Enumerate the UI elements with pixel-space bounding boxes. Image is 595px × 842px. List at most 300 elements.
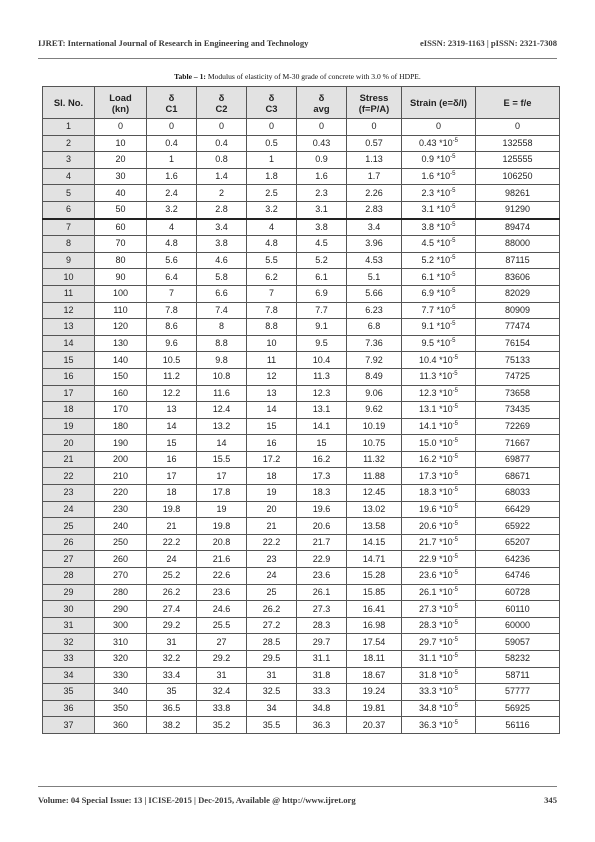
cell-delta-avg: 9.5 [297,335,347,352]
table-row [43,501,560,518]
cell-load: 120 [95,319,147,336]
cell-delta-c3: 31 [247,667,297,684]
cell-delta-c3: 18 [247,468,297,485]
header-delta-c2-line: δ [218,91,225,103]
header-stress-line: Stress [359,91,389,103]
cell-delta-c1: 15 [147,435,197,452]
cell-delta-c3: 15 [247,418,297,435]
cell-load: 160 [95,385,147,402]
strain-multiplier: *10 [439,470,453,481]
cell-strain [402,584,476,601]
cell-stress: 2.26 [347,185,402,202]
cell-sl-no: 14 [43,335,95,352]
cell-delta-c2: 0.8 [197,152,247,169]
cell-sl-no: 33 [43,651,95,668]
cell-delta-avg: 6.9 [297,285,347,302]
cell-load: 10 [95,135,147,152]
strain-multiplier: *10 [439,719,453,730]
cell-delta-avg: 36.3 [297,717,347,734]
cell-sl-no: 31 [43,617,95,634]
cell-strain [402,700,476,717]
cell-sl-no: 27 [43,551,95,568]
cell-load: 330 [95,667,147,684]
cell-stress: 18.11 [347,651,402,668]
cell-delta-avg: 9.1 [297,319,347,336]
cell-delta-c1: 13 [147,402,197,419]
strain-value: 31.8 [419,669,437,680]
cell-delta-c1: 25.2 [147,568,197,585]
cell-stress: 10.75 [347,435,402,452]
strain-value: 19.6 [419,503,437,514]
cell-modulus: 88000 [476,236,560,253]
cell-load: 170 [95,402,147,419]
cell-strain [402,168,476,185]
cell-delta-c2: 9.8 [197,352,247,369]
cell-delta-avg: 34.8 [297,700,347,717]
cell-modulus: 74725 [476,368,560,385]
cell-strain [402,534,476,551]
cell-stress: 11.88 [347,468,402,485]
strain-exponent: -5 [450,288,456,295]
cell-modulus: 60728 [476,584,560,601]
cell-sl-no: 22 [43,468,95,485]
strain-value: 0.43 [419,137,437,148]
cell-modulus: 98261 [476,185,560,202]
strain-exponent: -5 [452,137,458,144]
cell-delta-c2: 32.4 [197,684,247,701]
strain-exponent: -5 [452,669,458,676]
cell-sl-no: 11 [43,285,95,302]
cell-load: 360 [95,717,147,734]
strain-multiplier: *10 [436,187,451,198]
cell-delta-c3: 23 [247,551,297,568]
cell-stress: 15.85 [347,584,402,601]
strain-exponent: -5 [450,271,456,278]
cell-delta-avg: 18.3 [297,485,347,502]
cell-delta-c3: 3.2 [247,201,297,218]
cell-sl-no: 4 [43,168,95,185]
strain-exponent: -5 [450,238,456,245]
cell-delta-c1: 35 [147,684,197,701]
cell-delta-c3: 0.5 [247,135,297,152]
cell-delta-c1: 3.2 [147,201,197,218]
strain-exponent: -5 [452,620,458,627]
cell-load: 300 [95,617,147,634]
cell-delta-c1: 29.2 [147,617,197,634]
cell-stress: 14.15 [347,534,402,551]
cell-modulus: 64236 [476,551,560,568]
header-delta-c1 [147,87,197,119]
strain-value: 18.3 [419,487,437,498]
header-load-line: Load [109,91,132,103]
cell-strain [402,185,476,202]
cell-stress: 4.53 [347,252,402,269]
header-modulus-line: E = f/e [503,97,532,108]
cell-delta-c3: 6.2 [247,269,297,286]
cell-modulus: 60000 [476,617,560,634]
strain-value: 33.3 [419,686,437,697]
table-row [43,385,560,402]
cell-delta-c3: 7.8 [247,302,297,319]
cell-delta-avg: 4.5 [297,236,347,253]
cell-load: 230 [95,501,147,518]
cell-modulus: 68671 [476,468,560,485]
cell-sl-no: 8 [43,236,95,253]
strain-exponent: -5 [452,354,458,361]
strain-exponent: -5 [452,603,458,610]
cell-delta-c1: 31 [147,634,197,651]
cell-delta-c1: 5.6 [147,252,197,269]
footer-divider [38,786,557,787]
header-delta-c2-line: C2 [215,102,228,114]
cell-delta-c3: 24 [247,568,297,585]
journal-title: IJRET: International Journal of Research in Engineering and Technology [38,38,309,48]
cell-modulus: 0 [476,119,560,136]
cell-sl-no: 7 [43,219,95,236]
cell-delta-c2: 10.8 [197,368,247,385]
cell-delta-c2: 27 [197,634,247,651]
table-row [43,518,560,535]
table-row [43,418,560,435]
cell-load: 200 [95,451,147,468]
cell-load: 110 [95,302,147,319]
cell-modulus: 58232 [476,651,560,668]
cell-strain [402,302,476,319]
cell-modulus: 56925 [476,700,560,717]
table-row [43,319,560,336]
cell-modulus: 57777 [476,684,560,701]
cell-delta-avg: 22.9 [297,551,347,568]
cell-delta-avg: 13.1 [297,402,347,419]
table-row [43,534,560,551]
strain-value: 12.3 [419,387,437,398]
header-delta-c1-line: δ [168,91,175,103]
cell-modulus: 82029 [476,285,560,302]
strain-multiplier: *10 [439,636,453,647]
volume-info: Volume: 04 Special Issue: 13 | ICISE-2015 | Dec-2015, Available @ http://www.ijret.org [38,795,356,805]
cell-strain [402,269,476,286]
cell-stress: 8.49 [347,368,402,385]
cell-stress: 17.54 [347,634,402,651]
cell-modulus: 132558 [476,135,560,152]
header-load-line: (kn) [111,102,130,114]
strain-exponent: -5 [452,703,458,710]
cell-strain [402,219,476,236]
cell-modulus: 69877 [476,451,560,468]
strain-exponent: -5 [450,304,456,311]
cell-delta-c3: 13 [247,385,297,402]
cell-delta-c2: 15.5 [197,451,247,468]
cell-strain [402,252,476,269]
cell-load: 270 [95,568,147,585]
strain-multiplier: *10 [439,437,453,448]
table-row [43,700,560,717]
cell-load: 0 [95,119,147,136]
strain-multiplier: *10 [436,338,451,349]
cell-strain [402,468,476,485]
cell-strain [402,551,476,568]
cell-sl-no: 10 [43,269,95,286]
strain-value: 6.1 [421,271,435,282]
strain-value: 11.3 [419,371,437,382]
cell-delta-c2: 23.6 [197,584,247,601]
strain-value: 3.8 [421,221,435,232]
cell-delta-c3: 35.5 [247,717,297,734]
cell-modulus: 77474 [476,319,560,336]
cell-sl-no: 5 [43,185,95,202]
cell-delta-c2: 3.4 [197,219,247,236]
cell-delta-c1: 1 [147,152,197,169]
strain-multiplier: *10 [436,204,451,215]
strain-value: 14.1 [419,420,437,431]
cell-stress: 14.71 [347,551,402,568]
cell-strain [402,201,476,218]
cell-load: 150 [95,368,147,385]
strain-exponent: -5 [452,503,458,510]
cell-stress: 16.98 [347,617,402,634]
cell-delta-c1: 38.2 [147,717,197,734]
cell-delta-avg: 27.3 [297,601,347,618]
cell-sl-no: 18 [43,402,95,419]
cell-delta-c3: 14 [247,402,297,419]
cell-delta-avg: 17.3 [297,468,347,485]
strain-exponent: -5 [452,437,458,444]
cell-delta-c3: 22.2 [247,534,297,551]
cell-delta-c1: 19.8 [147,501,197,518]
strain-multiplier: *10 [439,137,453,148]
table-row [43,168,560,185]
strain-exponent: -5 [452,454,458,461]
cell-load: 320 [95,651,147,668]
strain-value: 13.1 [419,404,437,415]
running-header [38,38,557,48]
cell-delta-c2: 0.4 [197,135,247,152]
table-row [43,219,560,236]
cell-delta-avg: 33.3 [297,684,347,701]
cell-delta-c2: 35.2 [197,717,247,734]
cell-sl-no: 13 [43,319,95,336]
cell-load: 280 [95,584,147,601]
cell-sl-no: 30 [43,601,95,618]
cell-sl-no: 9 [43,252,95,269]
header-delta-avg-line: avg [313,102,330,114]
cell-delta-c2: 1.4 [197,168,247,185]
header-delta-c2 [197,87,247,119]
cell-delta-c3: 20 [247,501,297,518]
strain-multiplier: *10 [439,686,453,697]
cell-stress: 5.66 [347,285,402,302]
strain-value: 15.0 [419,437,437,448]
strain-multiplier: *10 [439,520,453,531]
cell-delta-c3: 17.2 [247,451,297,468]
header-stress [347,87,402,119]
cell-stress: 6.23 [347,302,402,319]
cell-stress: 0.57 [347,135,402,152]
cell-load: 210 [95,468,147,485]
cell-strain [402,319,476,336]
cell-delta-c1: 1.6 [147,168,197,185]
cell-modulus: 83606 [476,269,560,286]
cell-delta-c1: 27.4 [147,601,197,618]
table-row [43,335,560,352]
strain-exponent: -5 [450,204,456,211]
strain-value: 23.6 [419,570,437,581]
cell-delta-avg: 3.1 [297,201,347,218]
strain-value: 22.9 [419,553,437,564]
cell-delta-c2: 21.6 [197,551,247,568]
cell-sl-no: 15 [43,352,95,369]
cell-stress: 18.67 [347,667,402,684]
cell-delta-avg: 10.4 [297,352,347,369]
cell-delta-c1: 0.4 [147,135,197,152]
strain-multiplier: *10 [436,321,451,332]
table-body [43,119,560,734]
cell-delta-c3: 2.5 [247,185,297,202]
strain-multiplier: *10 [439,620,453,631]
strain-exponent: -5 [452,570,458,577]
cell-delta-c1: 12.2 [147,385,197,402]
strain-multiplier: *10 [439,420,453,431]
cell-sl-no: 1 [43,119,95,136]
table-row [43,352,560,369]
strain-value: 1.6 [421,171,435,182]
table-row [43,468,560,485]
strain-value: 21.7 [419,537,437,548]
cell-sl-no: 21 [43,451,95,468]
cell-strain [402,667,476,684]
cell-load: 140 [95,352,147,369]
cell-delta-c2: 17.8 [197,485,247,502]
cell-strain [402,152,476,169]
cell-delta-avg: 15 [297,435,347,452]
cell-delta-c1: 14 [147,418,197,435]
cell-delta-c1: 24 [147,551,197,568]
cell-strain [402,518,476,535]
table-row [43,601,560,618]
cell-load: 310 [95,634,147,651]
cell-load: 340 [95,684,147,701]
cell-strain [402,402,476,419]
cell-delta-avg: 7.7 [297,302,347,319]
strain-exponent: -5 [452,719,458,726]
cell-delta-c3: 4.8 [247,236,297,253]
cell-load: 350 [95,700,147,717]
cell-modulus: 91290 [476,201,560,218]
header-delta-avg [297,87,347,119]
strain-value: 5.2 [421,255,435,266]
cell-delta-c2: 20.8 [197,534,247,551]
cell-stress: 7.92 [347,352,402,369]
cell-stress: 0 [347,119,402,136]
cell-delta-c2: 7.4 [197,302,247,319]
table-row [43,236,560,253]
cell-delta-c3: 0 [247,119,297,136]
table-row [43,485,560,502]
cell-delta-c3: 7 [247,285,297,302]
cell-strain [402,684,476,701]
cell-stress: 13.58 [347,518,402,535]
table-row [43,667,560,684]
cell-delta-c1: 36.5 [147,700,197,717]
strain-exponent: -5 [450,221,456,228]
strain-exponent: -5 [452,653,458,660]
strain-value: 0.9 [421,154,435,165]
cell-strain [402,568,476,585]
cell-load: 80 [95,252,147,269]
cell-modulus: 87115 [476,252,560,269]
cell-strain [402,617,476,634]
cell-delta-c2: 19 [197,501,247,518]
cell-delta-c3: 12 [247,368,297,385]
cell-delta-avg: 12.3 [297,385,347,402]
cell-delta-avg: 29.7 [297,634,347,651]
cell-delta-c1: 16 [147,451,197,468]
cell-sl-no: 6 [43,201,95,218]
cell-modulus: 60110 [476,601,560,618]
cell-delta-avg: 5.2 [297,252,347,269]
table-row [43,451,560,468]
strain-value: 28.3 [419,620,437,631]
cell-load: 20 [95,152,147,169]
strain-exponent: -5 [452,404,458,411]
cell-modulus: 80909 [476,302,560,319]
cell-sl-no: 16 [43,368,95,385]
header-delta-c3-line: C3 [265,102,278,114]
strain-exponent: -5 [452,686,458,693]
cell-delta-avg: 1.6 [297,168,347,185]
cell-delta-c1: 11.2 [147,368,197,385]
strain-value: 27.3 [419,603,437,614]
issn-info: eISSN: 2319-1163 | pISSN: 2321-7308 [419,38,557,48]
cell-delta-avg: 26.1 [297,584,347,601]
cell-sl-no: 37 [43,717,95,734]
page-number: 345 [544,795,557,805]
cell-sl-no: 24 [43,501,95,518]
table-row [43,402,560,419]
cell-stress: 20.37 [347,717,402,734]
table-caption [38,72,557,81]
cell-stress: 1.13 [347,152,402,169]
cell-delta-c1: 32.2 [147,651,197,668]
strain-value: 26.1 [419,586,437,597]
strain-value: 17.3 [419,470,437,481]
cell-sl-no: 28 [43,568,95,585]
cell-load: 60 [95,219,147,236]
cell-sl-no: 36 [43,700,95,717]
table-row [43,302,560,319]
strain-value: 36.3 [419,719,437,730]
cell-stress: 3.4 [347,219,402,236]
table-row [43,551,560,568]
cell-delta-c1: 18 [147,485,197,502]
cell-delta-c2: 3.8 [197,236,247,253]
cell-delta-c3: 25 [247,584,297,601]
strain-multiplier: *10 [438,371,453,382]
strain-value: 3.1 [421,204,435,215]
cell-delta-c2: 0 [197,119,247,136]
strain-value: 2.3 [421,187,435,198]
strain-value: 4.5 [421,238,435,249]
cell-delta-c3: 4 [247,219,297,236]
table-row [43,368,560,385]
strain-multiplier: *10 [439,387,453,398]
table-row [43,617,560,634]
running-footer [38,795,557,805]
cell-load: 90 [95,269,147,286]
strain-value: 6.9 [421,288,435,299]
cell-sl-no: 20 [43,435,95,452]
cell-load: 220 [95,485,147,502]
